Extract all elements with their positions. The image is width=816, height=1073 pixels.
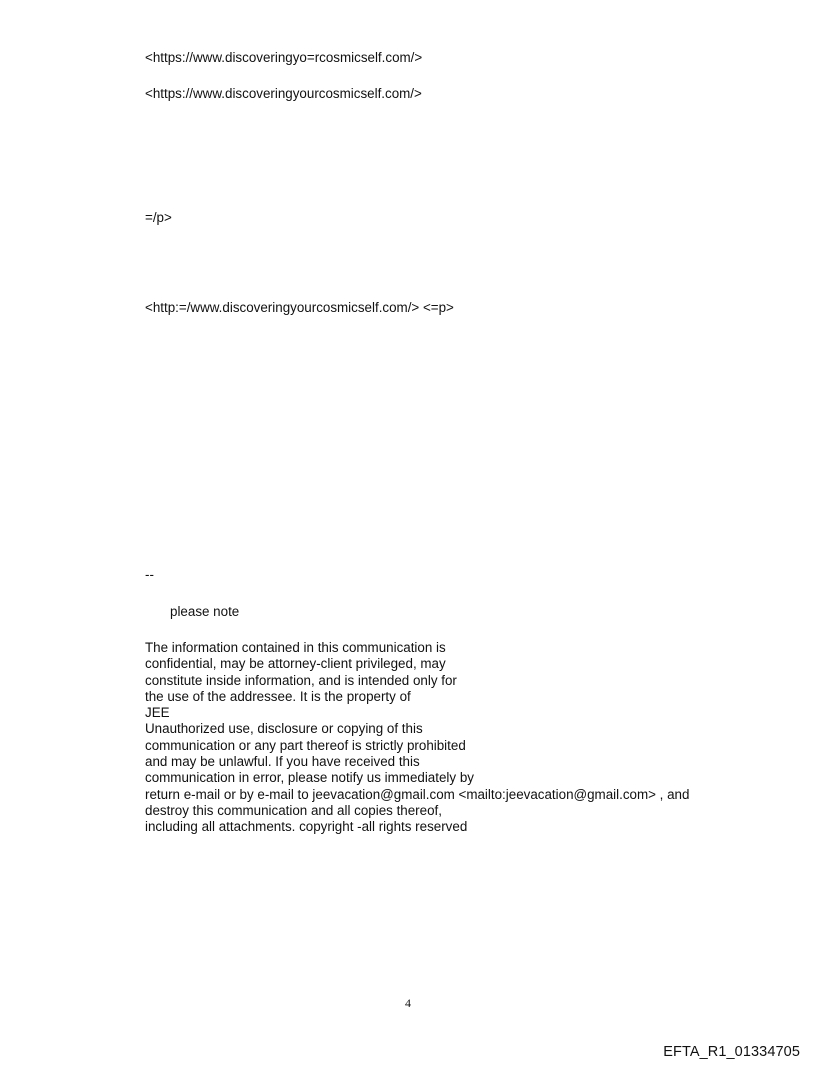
url-line-2: <https://www.discoveringyourcosmicself.com/> — [145, 86, 422, 101]
document-id: EFTA_R1_01334705 — [663, 1044, 800, 1060]
disclaimer-line: communication or any part thereof is strictly prohibited — [145, 737, 466, 753]
p-tag-line: =/p> — [145, 210, 172, 225]
disclaimer-line: including all attachments. copyright -all rights reserved — [145, 819, 468, 835]
url-line-3: <http:=/www.discoveringyourcosmicself.com/> <=p> — [145, 300, 454, 315]
disclaimer-line: communication in error, please notify us immediately by — [145, 770, 474, 786]
page-number: 4 — [405, 996, 411, 1010]
disclaimer-line: The information contained in this communication is — [145, 640, 446, 655]
disclaimer-line: Unauthorized use, disclosure or copying of this — [145, 721, 423, 737]
disclaimer-line: JEE — [145, 705, 170, 721]
disclaimer-line: return e-mail or by e-mail to jeevacation@gmail.com <mailto:jeevacation@gmail.com> , and — [145, 786, 690, 802]
disclaimer-line: and may be unlawful. If you have received this — [145, 754, 420, 770]
disclaimer-line: destroy this communication and all copies thereof, — [145, 802, 442, 818]
disclaimer-line: the use of the addressee. It is the property of — [145, 688, 411, 704]
disclaimer-line: confidential, may be attorney-client privileged, may — [145, 656, 446, 672]
please-note: please note — [170, 604, 240, 619]
disclaimer-line: constitute inside information, and is intended only for — [145, 672, 457, 688]
signature-separator: -- — [145, 567, 154, 582]
confidentiality-disclaimer — [145, 640, 689, 836]
url-line-1: <https://www.discoveringyo=rcosmicself.com/> — [145, 50, 423, 65]
